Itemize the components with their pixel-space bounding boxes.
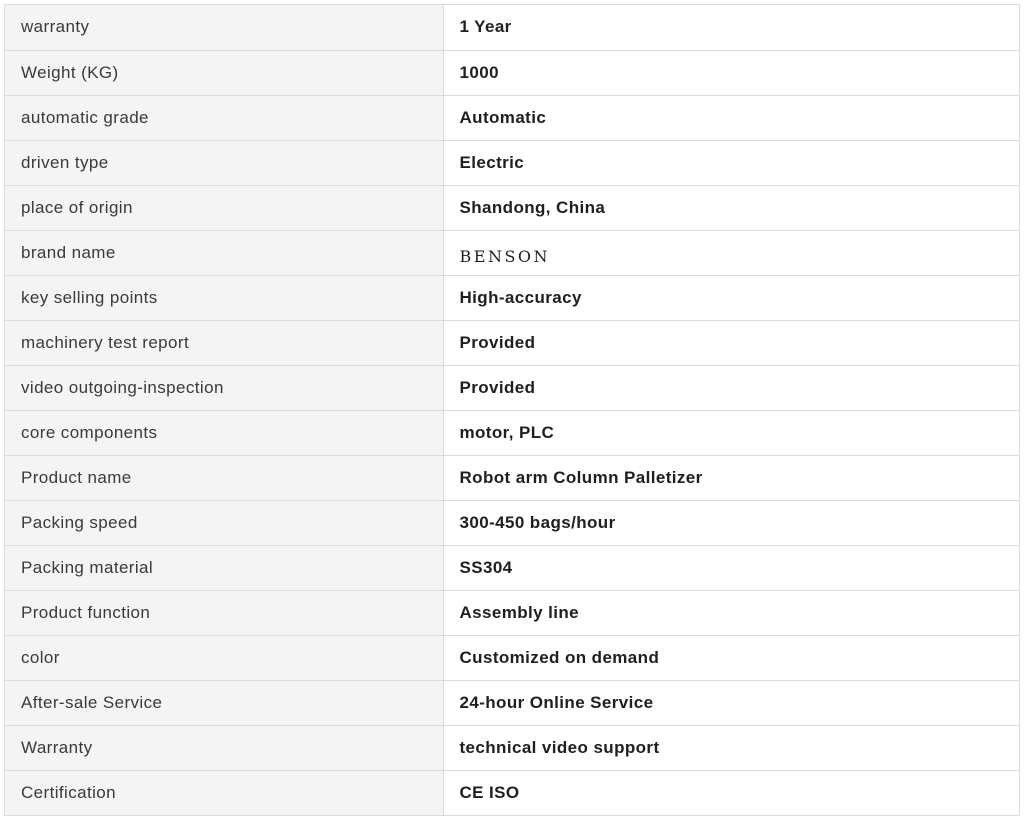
spec-key: Product function bbox=[5, 590, 443, 635]
spec-key: Packing speed bbox=[5, 500, 443, 545]
spec-value: 300-450 bags/hour bbox=[443, 500, 1020, 545]
spec-value: Automatic bbox=[443, 95, 1020, 140]
spec-key: automatic grade bbox=[5, 95, 443, 140]
table-row bbox=[5, 680, 1020, 725]
table-row bbox=[5, 455, 1020, 500]
spec-value: technical video support bbox=[443, 725, 1020, 770]
spec-key: warranty bbox=[5, 5, 443, 50]
spec-key: place of origin bbox=[5, 185, 443, 230]
spec-key: color bbox=[5, 635, 443, 680]
spec-key: core components bbox=[5, 410, 443, 455]
spec-key: After-sale Service bbox=[5, 680, 443, 725]
spec-table-container bbox=[4, 4, 1020, 816]
spec-value: 1 Year bbox=[443, 5, 1020, 50]
spec-value: 1000 bbox=[443, 50, 1020, 95]
table-row bbox=[5, 185, 1020, 230]
spec-value: Provided bbox=[443, 320, 1020, 365]
table-row bbox=[5, 275, 1020, 320]
spec-value: High-accuracy bbox=[443, 275, 1020, 320]
spec-key: video outgoing-inspection bbox=[5, 365, 443, 410]
spec-key: driven type bbox=[5, 140, 443, 185]
table-row bbox=[5, 5, 1020, 50]
spec-value: Robot arm Column Palletizer bbox=[443, 455, 1020, 500]
table-row bbox=[5, 230, 1020, 275]
spec-value: CE ISO bbox=[443, 770, 1020, 815]
spec-key: key selling points bbox=[5, 275, 443, 320]
spec-value: SS304 bbox=[443, 545, 1020, 590]
spec-key: machinery test report bbox=[5, 320, 443, 365]
spec-value bbox=[443, 230, 1020, 275]
spec-value: Electric bbox=[443, 140, 1020, 185]
table-row bbox=[5, 590, 1020, 635]
table-row bbox=[5, 725, 1020, 770]
brand-name-text: BENSON bbox=[459, 246, 551, 266]
spec-value: 24-hour Online Service bbox=[443, 680, 1020, 725]
spec-value: Provided bbox=[443, 365, 1020, 410]
spec-value: Shandong, China bbox=[443, 185, 1020, 230]
spec-key: Weight (KG) bbox=[5, 50, 443, 95]
spec-value: Assembly line bbox=[443, 590, 1020, 635]
spec-value: motor, PLC bbox=[443, 410, 1020, 455]
spec-key: Warranty bbox=[5, 725, 443, 770]
spec-key: Packing material bbox=[5, 545, 443, 590]
spec-key: Certification bbox=[5, 770, 443, 815]
table-row bbox=[5, 320, 1020, 365]
table-row bbox=[5, 770, 1020, 815]
table-row bbox=[5, 140, 1020, 185]
spec-key: Product name bbox=[5, 455, 443, 500]
spec-table bbox=[5, 5, 1020, 816]
table-row bbox=[5, 500, 1020, 545]
table-row bbox=[5, 95, 1020, 140]
spec-value: Customized on demand bbox=[443, 635, 1020, 680]
table-row bbox=[5, 635, 1020, 680]
table-row bbox=[5, 545, 1020, 590]
table-row bbox=[5, 410, 1020, 455]
table-row bbox=[5, 365, 1020, 410]
table-row bbox=[5, 50, 1020, 95]
spec-key: brand name bbox=[5, 230, 443, 275]
